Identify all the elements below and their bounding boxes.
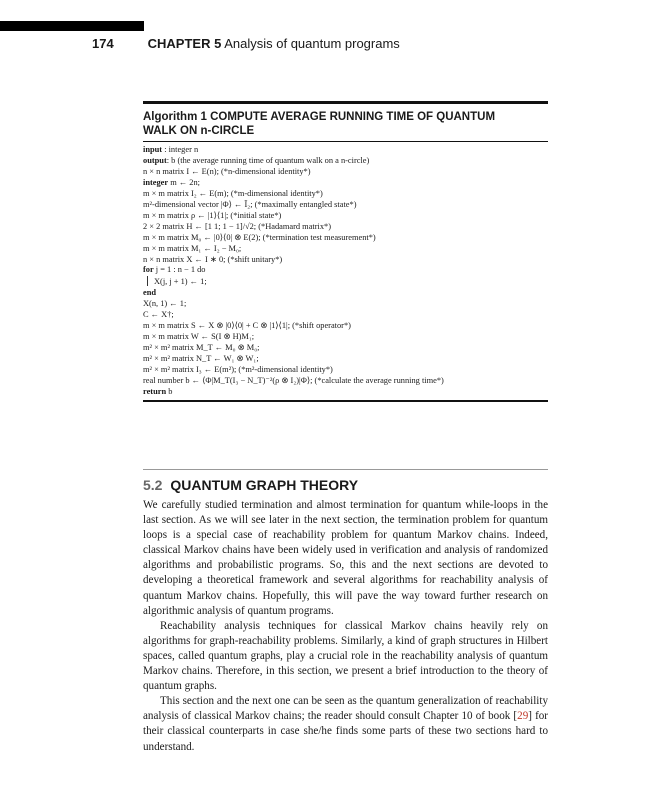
algorithm-text: m² × m² matrix N_T ← W₁ ⊗ W₁;	[143, 354, 259, 364]
algorithm-keyword: input	[143, 145, 163, 154]
algorithm-text: : b (the average running time of quantum walk on a n-circle)	[166, 155, 370, 165]
section-rule	[143, 469, 548, 470]
algorithm-text: m² × m² matrix M_T ← M₀ ⊗ M₀;	[143, 343, 260, 353]
algorithm-line	[143, 343, 548, 354]
algorithm-text: m ← 2n;	[168, 177, 200, 187]
algorithm-text: m² × m² matrix I₃ ← E(m²); (*m²-dimensional identity*)	[143, 365, 333, 375]
page-number: 174	[92, 36, 114, 51]
algorithm-line	[143, 376, 548, 387]
algorithm-title-line2: WALK ON n-CIRCLE	[143, 125, 255, 137]
indent-bar	[147, 276, 148, 286]
algorithm-text: m × m matrix I₂ ← E(m); (*m-dimensional identity*)	[143, 188, 323, 198]
paragraph-text: This section and the next one can be seen as the quantum generalization of reachability analysis of classical Markov chains; the reader should consult Chapter 10 of book [	[143, 695, 548, 723]
algorithm-line	[143, 211, 548, 222]
algorithm-line	[143, 354, 548, 365]
algorithm-line	[143, 200, 548, 211]
algorithm-keyword: end	[143, 288, 157, 298]
algorithm-line	[143, 189, 548, 200]
algorithm-text: : integer n	[162, 145, 199, 154]
algorithm-line	[143, 299, 548, 310]
section-body	[143, 498, 548, 755]
algorithm-text: m²-dimensional vector |Φ⟩ ← Ĩ₂; (*maximally entangled state*)	[143, 199, 357, 209]
paragraph: We carefully studied termination and almost termination for quantum while-loops in the last section. As we will see later in the next section, the termination problem for quantum loops is a special case of reachability problem for quantum Markov chains. Indeed, classical Markov chains have been widely used in verification and analysis of randomized algorithms and probabilistic programs. So, this and the next sections are devoted to developing a theoretical framework and several algorithms for reachability analysis of quantum Markov chains. Hopefully, this will pave the way toward further research on algorithmic analysis of quantum programs.	[143, 499, 548, 617]
citation-link[interactable]: 29	[517, 710, 529, 723]
algorithm-text: X(n, 1) ← 1;	[143, 299, 187, 309]
algorithm-text: 2 × 2 matrix H ← [1 1; 1 − 1]/√2; (*Hadamard matrix*)	[143, 221, 332, 231]
section-title: QUANTUM GRAPH THEORY	[170, 477, 359, 493]
section-number: 5.2	[143, 477, 163, 493]
algorithm-line	[143, 156, 548, 167]
algorithm-line	[143, 167, 548, 178]
algorithm-keyword: return	[143, 386, 167, 396]
algorithm-text: m × m matrix M₁ ← I₂ − M₀;	[143, 243, 242, 253]
algorithm-text: j = 1 : n − 1 do	[153, 265, 206, 275]
algorithm-text: real number b ← ⟨Φ|M_T(I₃ − N_T)⁻²(ρ ⊗ I₂)|Φ⟩; (*calculate the average running time*)	[143, 376, 444, 386]
algorithm-text: n × n matrix X ← I ∗ 0; (*shift unitary*)	[143, 254, 283, 264]
algorithm-line	[143, 222, 548, 233]
algorithm-keyword: for	[143, 265, 154, 275]
algorithm-line	[143, 244, 548, 255]
algorithm-title-line1: Algorithm 1 COMPUTE AVERAGE RUNNING TIME OF QUANTUM	[143, 111, 496, 123]
algorithm-line	[143, 321, 548, 332]
algorithm-line	[143, 255, 548, 266]
algorithm-text: C ← X†;	[143, 310, 174, 320]
algorithm-text: b	[166, 386, 173, 396]
algorithm-text: m × m matrix ρ ← |1⟩⟨1|; (*initial state*)	[143, 210, 282, 220]
algorithm-keyword: output	[143, 155, 167, 165]
chapter-label: CHAPTER 5	[147, 36, 222, 51]
algorithm-text: X(j, j + 1) ← 1;	[154, 277, 207, 287]
algorithm-line	[143, 233, 548, 244]
algorithm-box	[143, 101, 548, 402]
running-head	[92, 36, 400, 54]
algorithm-bottom-rule	[143, 400, 548, 402]
algorithm-line	[143, 310, 548, 321]
algorithm-line	[143, 365, 548, 376]
section-heading	[143, 477, 358, 493]
chapter-title: Analysis of quantum programs	[224, 36, 400, 51]
algorithm-line	[143, 332, 548, 343]
algorithm-body	[143, 142, 548, 398]
algorithm-line	[143, 288, 548, 299]
paragraph-text: ] for their classical counterparts in case she/he finds some parts of these two sections hard to understand.	[143, 710, 549, 753]
algorithm-line	[143, 178, 548, 189]
paragraph: Reachability analysis techniques for classical Markov chains heavily rely on algorithms for graph-reachability problems. Similarly, a kind of graph structures in Hilbert spaces, called quantum graphs, play a crucial role in the reachability analysis of quantum Markov chains. Therefore, in this section, we present a brief introduction to the theory of quantum graphs.	[143, 619, 548, 693]
algorithm-text: m × m matrix M₀ ← |0⟩⟨0| ⊗ E(2); (*termination test measurement*)	[143, 232, 376, 242]
paragraph	[143, 694, 548, 754]
algorithm-title	[143, 104, 548, 142]
algorithm-line	[143, 145, 548, 156]
top-bar	[0, 21, 144, 31]
algorithm-text: m × m matrix S ← X ⊗ |0⟩⟨0| + C ⊗ |1⟩⟨1|; (*shift operator*)	[143, 321, 351, 331]
algorithm-keyword: integer	[143, 177, 169, 187]
algorithm-line	[143, 265, 548, 276]
algorithm-text: n × n matrix I ← E(n); (*n-dimensional identity*)	[143, 166, 311, 176]
algorithm-line	[143, 276, 548, 288]
algorithm-text: m × m matrix W ← S(I ⊗ H)M₁;	[143, 332, 255, 342]
algorithm-line	[143, 387, 548, 398]
